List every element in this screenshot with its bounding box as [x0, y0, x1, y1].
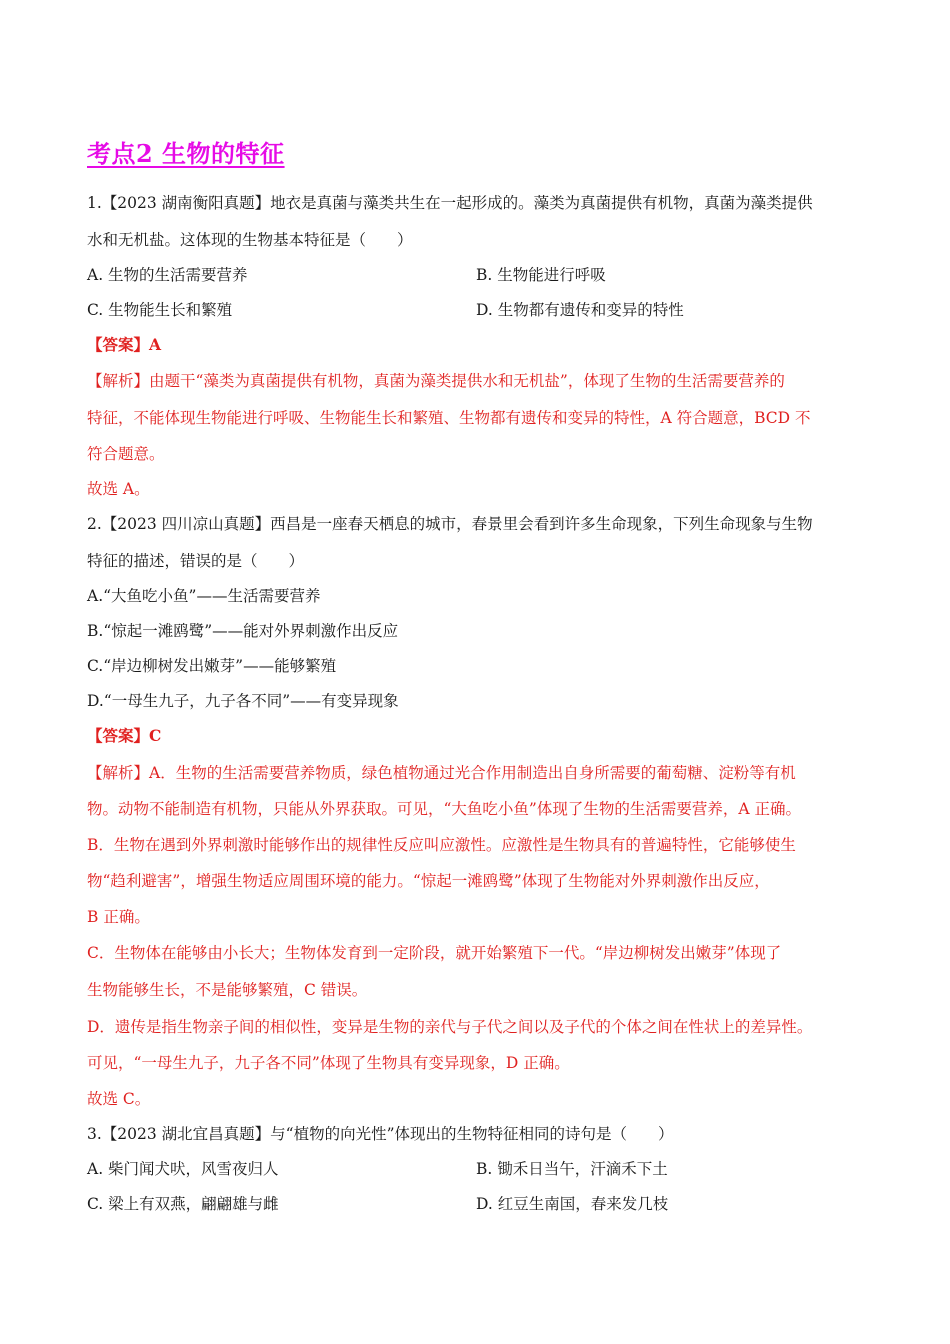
- q1-option-a: A. 生物的生活需要营养: [87, 266, 248, 284]
- q1-answer: 【答案】A: [87, 335, 162, 354]
- q2-analysis-line-3: B．生物在遇到外界刺激时能够作出的规律性反应叫应激性。应激性是生物具有的普遍特性，它能够使生: [87, 836, 796, 854]
- q3-stem-line-1: 3.【2023 湖北宜昌真题】与“植物的向光性”体现出的生物特征相同的诗句是（ ）: [87, 1125, 674, 1143]
- q2-option-d: D.“一母生九子，九子各不同”——有变异现象: [87, 692, 399, 710]
- q2-answer: 【答案】C: [87, 726, 162, 745]
- q1-option-c: C. 生物能生长和繁殖: [87, 301, 233, 319]
- q2-conclusion: 故选 C。: [87, 1090, 151, 1108]
- q1-stem-line-2: 水和无机盐。这体现的生物基本特征是（ ）: [87, 231, 413, 249]
- q2-option-c: C.“岸边柳树发出嫩芽”——能够繁殖: [87, 657, 337, 675]
- q2-stem-line-2: 特征的描述，错误的是（ ）: [87, 552, 305, 570]
- q2-analysis-line-9: 可见，“一母生九子，九子各不同”体现了生物具有变异现象，D 正确。: [87, 1054, 570, 1072]
- q3-option-a: A. 柴门闻犬吠，风雪夜归人: [87, 1160, 279, 1178]
- q1-analysis-line-1: 【解析】由题干“藻类为真菌提供有机物，真菌为藻类提供水和无机盐”，体现了生物的生活需要营养的: [87, 372, 785, 390]
- q1-option-b: B. 生物能进行呼吸: [476, 266, 606, 284]
- q1-analysis-line-2: 特征，不能体现生物能进行呼吸、生物能生长和繁殖、生物都有遗传和变异的特性，A 符合题意，BCD 不: [87, 409, 811, 427]
- q2-option-a: A.“大鱼吃小鱼”——生活需要营养: [87, 587, 321, 605]
- q2-analysis-line-2: 物。动物不能制造有机物，只能从外界获取。可见，“大鱼吃小鱼”体现了生物的生活需要营养，A 正确。: [87, 800, 801, 818]
- q1-stem-line-1: 1.【2023 湖南衡阳真题】地衣是真菌与藻类共生在一起形成的。藻类为真菌提供有机物，真菌为藻类提供: [87, 194, 813, 212]
- q2-analysis-line-1: 【解析】A．生物的生活需要营养物质，绿色植物通过光合作用制造出自身所需要的葡萄糖、淀粉等有机: [87, 764, 796, 782]
- q2-stem-line-1: 2.【2023 四川凉山真题】西昌是一座春天栖息的城市，春景里会看到许多生命现象，下列生命现象与生物: [87, 515, 813, 533]
- q3-option-d: D. 红豆生南国，春来发几枝: [476, 1195, 669, 1213]
- q3-option-b: B. 锄禾日当午，汗滴禾下土: [476, 1160, 668, 1178]
- q3-option-c: C. 梁上有双燕，翩翩雄与雌: [87, 1195, 279, 1213]
- q2-option-b: B.“惊起一滩鸥鹭”——能对外界刺激作出反应: [87, 622, 399, 640]
- q2-analysis-line-4: 物“趋利避害”，增强生物适应周围环境的能力。“惊起一滩鸥鹭”体现了生物能对外界刺激作出反应，: [87, 872, 770, 890]
- q2-analysis-line-8: D．遗传是指生物亲子间的相似性，变异是生物的亲代与子代之间以及子代的个体之间在性状上的差异性。: [87, 1018, 813, 1036]
- q2-analysis-line-5: B 正确。: [87, 908, 150, 926]
- section-heading: 考点2 生物的特征: [87, 139, 285, 168]
- q1-conclusion: 故选 A。: [87, 480, 150, 498]
- q1-analysis-line-3: 符合题意。: [87, 445, 165, 463]
- q2-analysis-line-7: 生物能够生长，不是能够繁殖，C 错误。: [87, 981, 368, 999]
- q1-option-d: D. 生物都有遗传和变异的特性: [476, 301, 684, 319]
- q2-analysis-line-6: C．生物体在能够由小长大；生物体发育到一定阶段，就开始繁殖下一代。“岸边柳树发出嫩芽”体现了: [87, 944, 782, 962]
